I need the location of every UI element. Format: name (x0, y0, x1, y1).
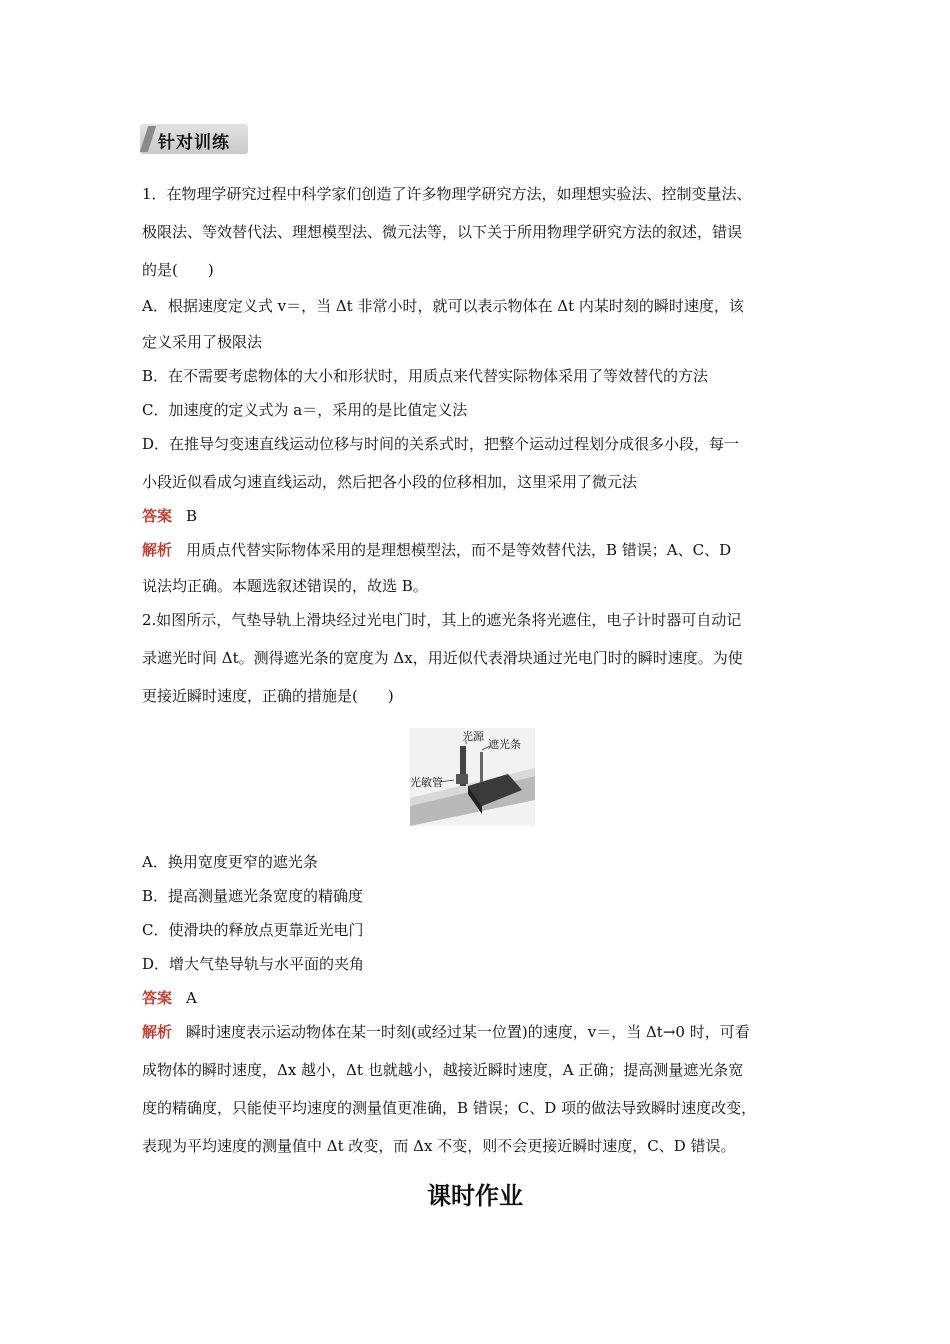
q2-answer-value: A (186, 989, 197, 1007)
q2-answer-label: 答案 (142, 989, 173, 1007)
q2-analysis-label: 解析 (142, 1023, 173, 1041)
shading-strip (480, 752, 483, 782)
q2-option-c: C．使滑块的释放点更靠近光电门 (142, 921, 364, 939)
q2-analysis-line-3: 度的精确度，只能使平均速度的测量值更准确，B 错误；C、D 项的做法导致瞬时速度改变， (142, 1099, 757, 1117)
q2-analysis-line-4: 表现为平均速度的测量值中 Δt 改变，而 Δx 不变，则不会更接近瞬时速度，C、D 错误。 (142, 1137, 736, 1155)
q1-analysis-line-2: 说法均正确。本题选叙述错误的，故选 B。 (142, 577, 428, 595)
q2-analysis-text-1: 瞬时速度表示运动物体在某一时刻(或经过某一位置)的速度，v＝，当 Δt→0 时，可看 (186, 1023, 750, 1041)
label-photo-tube: 光敏管 (410, 776, 443, 789)
q1-option-c: C．加速度的定义式为 a＝，采用的是比值定义法 (142, 401, 468, 419)
q2-answer-row (142, 990, 814, 1006)
q2-analysis-line-1 (142, 1024, 814, 1040)
section-banner (140, 124, 248, 154)
q1-answer-value: B (186, 507, 198, 525)
section-title-homework: 课时作业 (427, 1182, 523, 1210)
q2-option-d: D．增大气垫导轨与水平面的夹角 (142, 955, 365, 973)
label-light-source: 光源 (462, 730, 484, 743)
q2-option-a: A．换用宽度更窄的遮光条 (142, 853, 318, 871)
q1-option-b: B．在不需要考虑物体的大小和形状时，用质点来代替实际物体采用了等效替代的方法 (142, 367, 709, 385)
q1-analysis-label: 解析 (142, 541, 173, 559)
q1-option-d-line-2: 小段近似看成匀速直线运动，然后把各小段的位移相加，这里采用了微元法 (142, 473, 638, 491)
q2-analysis-line-2: 成物体的瞬时速度，Δx 越小，Δt 也就越小，越接近瞬时速度，A 正确；提高测量遮光条宽 (142, 1061, 744, 1079)
q1-answer-row (142, 508, 814, 524)
banner-title: 针对训练 (158, 133, 230, 153)
q1-analysis-line-1 (142, 542, 814, 558)
q1-stem-line-3: 的是( ) (142, 261, 214, 279)
q1-option-d-line-1: D．在推导匀变速直线运动位移与时间的关系式时，把整个运动过程划分成很多小段，每一 (142, 435, 740, 453)
q1-option-a-line-1: A．根据速度定义式 v＝，当 Δt 非常小时，就可以表示物体在 Δt 内某时刻的瞬时速度，该 (142, 297, 744, 315)
q1-stem-line-1: 1．在物理学研究过程中科学家们创造了许多物理学研究方法，如理想实验法、控制变量法、 (142, 185, 752, 203)
q2-stem-line-1: 2.如图所示，气垫导轨上滑块经过光电门时，其上的遮光条将光遮住，电子计时器可自动记 (142, 611, 742, 629)
q2-stem-line-2: 录遮光时间 Δt。测得遮光条的宽度为 Δx，用近似代表滑块通过光电门时的瞬时速度。为使 (142, 649, 743, 667)
photogate-figure (410, 728, 535, 826)
q2-stem-line-3: 更接近瞬时速度，正确的措施是( ) (142, 687, 394, 705)
q1-stem-line-2: 极限法、等效替代法、理想模型法、微元法等，以下关于所用物理学研究方法的叙述，错误 (142, 223, 743, 241)
q1-option-a-line-2: 定义采用了极限法 (142, 333, 263, 351)
q1-analysis-text-1: 用质点代替实际物体采用的是理想模型法，而不是等效替代法，B 错误；A、C、D (186, 541, 732, 559)
q2-option-b: B．提高测量遮光条宽度的精确度 (142, 887, 364, 905)
label-shading-strip: 遮光条 (488, 738, 521, 751)
photo-tube (456, 774, 468, 784)
banner-slash-decoration (140, 126, 156, 152)
q1-answer-label: 答案 (142, 507, 173, 525)
